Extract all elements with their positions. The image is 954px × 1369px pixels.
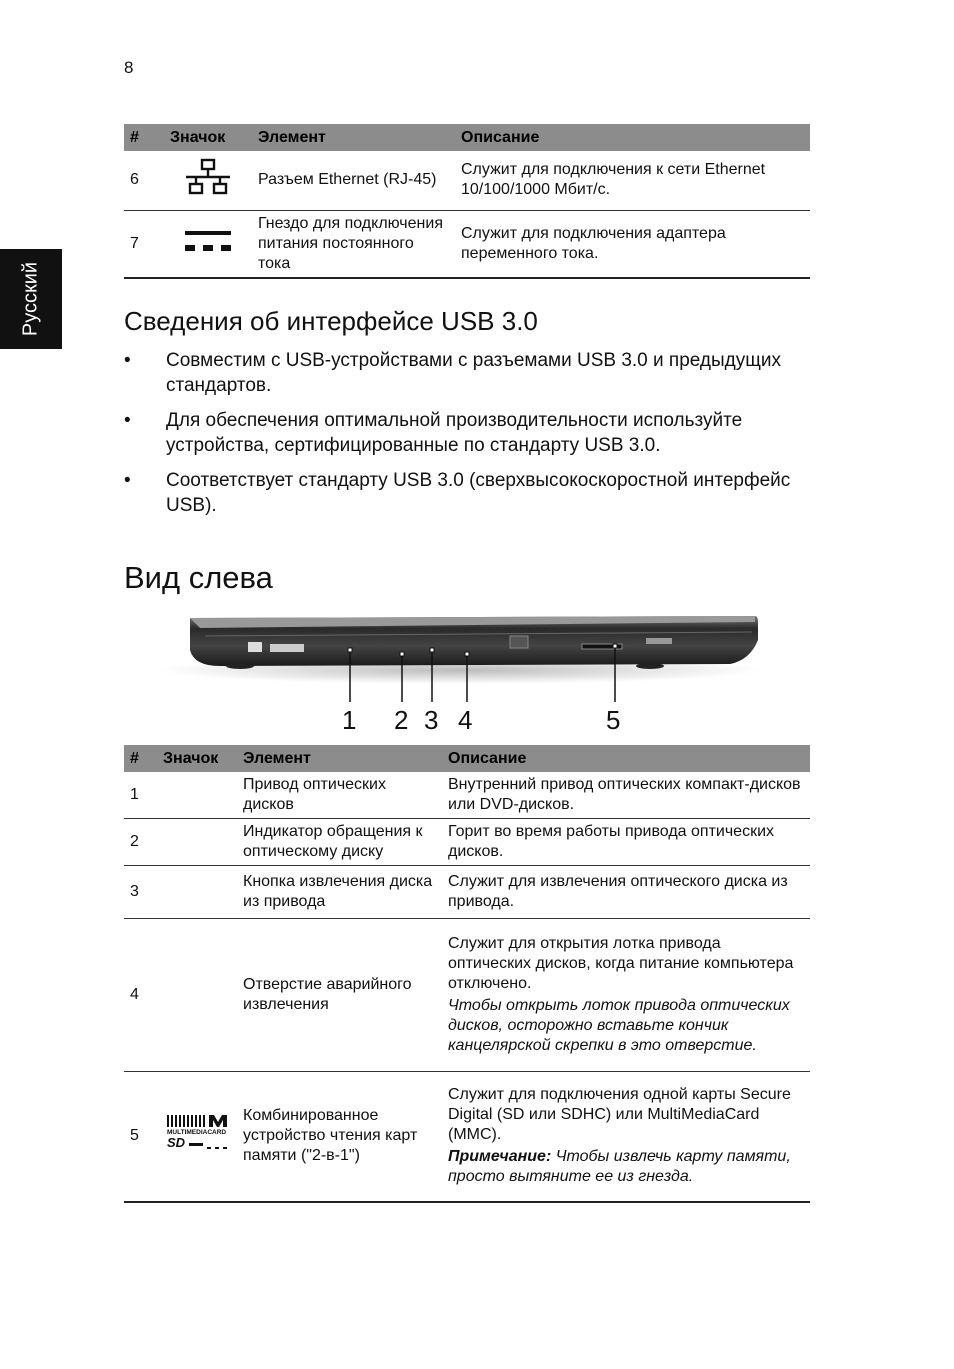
description-text: Служит для открытия лотка привода оптических дисков, когда питание компьютера отключено.: [448, 934, 794, 992]
row-num: 6: [124, 151, 164, 210]
header-description: Описание: [455, 124, 810, 151]
usb-bullet-list: [124, 348, 814, 528]
row-num: 4: [124, 918, 157, 1071]
list-item: • Для обеспечения оптимальной производительности используйте устройства, сертифицированные по стандарту USB 3.0.: [124, 410, 743, 456]
table-row: [124, 865, 810, 918]
row-element: Комбинированное устройство чтения карт памяти ("2-в-1"): [237, 1071, 442, 1202]
row-num: 1: [124, 772, 157, 818]
header-num: #: [124, 124, 164, 151]
row-element: Привод оптических дисков: [237, 772, 442, 818]
table-row: [124, 772, 810, 818]
usb-section-title: Сведения об интерфейсе USB 3.0: [124, 306, 538, 336]
header-icon: Значок: [164, 124, 252, 151]
mmc-logo-text: MULTIMEDIACARD: [167, 1129, 227, 1137]
svg-text:SD: SD: [167, 1135, 186, 1151]
language-side-tab: [0, 249, 62, 349]
ethernet-icon: [164, 151, 252, 210]
row-description: Горит во время работы привода оптических дисков.: [442, 818, 810, 865]
ports-table-2: [124, 745, 810, 1203]
header-num: #: [124, 745, 157, 772]
header-description: Описание: [442, 745, 810, 772]
description-text: Служит для подключения одной карты Secure Digital (SD или SDHC) или MultiMediaCard (MMC).: [448, 1086, 791, 1144]
left-view-title: Вид слева: [124, 560, 273, 595]
description-note: [448, 1147, 804, 1187]
row-num: 7: [124, 210, 164, 278]
row-element: Гнездо для подключения питания постоянного тока: [252, 210, 455, 278]
callout-2: 2: [394, 705, 409, 735]
row-element: Индикатор обращения к оптическому диску: [237, 818, 442, 865]
laptop-left-side-illustration: [160, 610, 770, 710]
callout-4: 4: [458, 705, 473, 735]
table-row: [124, 918, 810, 1071]
header-element: Элемент: [237, 745, 442, 772]
row-description: [442, 918, 810, 1071]
note-label: Примечание:: [448, 1148, 552, 1166]
row-description: [442, 1071, 810, 1202]
dc-power-icon: [164, 210, 252, 278]
description-note: Чтобы открыть лоток привода оптических дисков, осторожно вставьте кончик канцелярской скрепки в это отверстие.: [448, 996, 790, 1054]
header-icon: Значок: [157, 745, 237, 772]
row-num: 3: [124, 865, 157, 918]
row-num: 2: [124, 818, 157, 865]
ports-table-1: [124, 124, 810, 279]
header-element: Элемент: [252, 124, 455, 151]
row-description: Внутренний привод оптических компакт-дисков или DVD-дисков.: [442, 772, 810, 818]
bullet-text: Совместим с USB-устройствами с разъемами USB 3.0 и предыдущих стандартов.: [166, 350, 781, 396]
row-element: Разъем Ethernet (RJ-45): [252, 151, 455, 210]
table-header-row: [124, 745, 810, 772]
table-row: [124, 210, 810, 278]
callout-5: 5: [606, 705, 621, 735]
list-item: • Соответствует стандарту USB 3.0 (сверхвысокоскоростной интерфейс USB).: [124, 470, 791, 516]
table-row: [124, 151, 810, 210]
memory-card-icon: [157, 1071, 237, 1202]
row-element: Отверстие аварийного извлечения: [237, 918, 442, 1071]
row-description: Служит для извлечения оптического диска из привода.: [442, 865, 810, 918]
row-description: Служит для подключения адаптера переменного тока.: [455, 210, 810, 278]
side-tab-label: Русский: [19, 261, 42, 337]
callout-3: 3: [424, 705, 439, 735]
note-text: Чтобы извлечь карту памяти, просто вытяните ее из гнезда.: [448, 1148, 791, 1186]
table-row: [124, 818, 810, 865]
list-item: • Совместим с USB-устройствами с разъемами USB 3.0 и предыдущих стандартов.: [124, 350, 781, 396]
row-element: Кнопка извлечения диска из привода: [237, 865, 442, 918]
table-row: [124, 1071, 810, 1202]
table-header-row: [124, 124, 810, 151]
bullet-text: Для обеспечения оптимальной производительности используйте устройства, сертифицированные по стандарту USB 3.0.: [166, 410, 743, 456]
bullet-text: Соответствует стандарту USB 3.0 (сверхвысокоскоростной интерфейс USB).: [166, 470, 791, 516]
page-number: 8: [124, 58, 134, 77]
row-num: 5: [124, 1071, 157, 1202]
callout-1: 1: [342, 705, 357, 735]
row-description: Служит для подключения к сети Ethernet 10/100/1000 Мбит/с.: [455, 151, 810, 210]
